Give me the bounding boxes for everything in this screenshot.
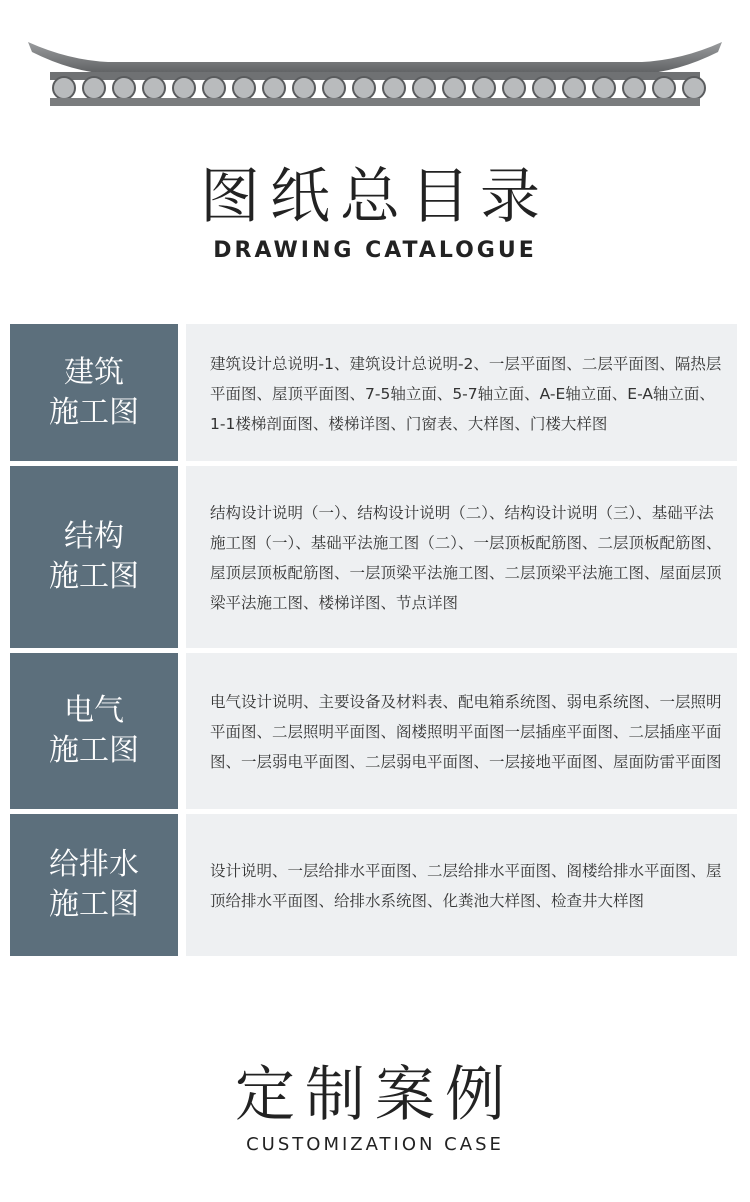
row-items: 设计说明、一层给排水平面图、二层给排水平面图、阁楼给排水平面图、屋顶给排水平面图、给排水系统图、化粪池大样图、检查井大样图 (186, 814, 737, 956)
row-label-line1: 电气 (64, 693, 124, 728)
row-label-line1: 给排水 (49, 847, 139, 882)
row-items: 结构设计说明（一）、结构设计说明（二）、结构设计说明（三）、基础平法施工图（一）、基础平法施工图（二）、一层顶板配筋图、二层顶板配筋图、屋顶层顶板配筋图、一层顶梁平法施工图、二层顶梁平法施工图、屋面层顶梁平法施工图、楼梯详图、节点详图 (186, 466, 737, 648)
row-label-line2: 施工图 (49, 733, 139, 768)
row-label-line1: 结构 (64, 519, 124, 554)
catalogue-title-cn: 图纸总目录 (200, 162, 550, 232)
row-label-line1: 建筑 (64, 354, 124, 390)
row-label (10, 814, 178, 956)
catalogue-row-architecture (10, 324, 737, 461)
row-label (10, 324, 178, 461)
row-items: 建筑设计总说明-1、建筑设计总说明-2、一层平面图、二层平面图、隔热层平面图、屋顶平面图、7-5轴立面、5-7轴立面、A-E轴立面、E-A轴立面、1-1楼梯剖面图、楼梯详图、门窗表、大样图、门楼大样图 (186, 324, 737, 461)
catalogue-row-plumbing (10, 814, 737, 956)
row-items: 电气设计说明、主要设备及材料表、配电箱系统图、弱电系统图、一层照明平面图、二层照明平面图、阁楼照明平面图一层插座平面图、二层插座平面图、一层弱电平面图、二层弱电平面图、一层接地平面图、屋面防雷平面图 (186, 653, 737, 809)
case-header (0, 1060, 750, 1155)
roof-eave-decoration (28, 38, 722, 110)
row-label (10, 653, 178, 809)
catalogue-title-en: DRAWING CATALOGUE (213, 238, 537, 263)
row-label-line2: 施工图 (49, 559, 139, 594)
case-title-cn: 定制案例 (235, 1060, 515, 1130)
catalogue-row-structure (10, 466, 737, 648)
row-label-line2: 施工图 (49, 887, 139, 922)
catalogue-table (10, 324, 737, 961)
row-label-line2: 施工图 (49, 394, 139, 430)
row-label (10, 466, 178, 648)
catalogue-row-electrical (10, 653, 737, 809)
catalogue-header (0, 162, 750, 263)
case-title-en: CUSTOMIZATION CASE (246, 1134, 504, 1155)
